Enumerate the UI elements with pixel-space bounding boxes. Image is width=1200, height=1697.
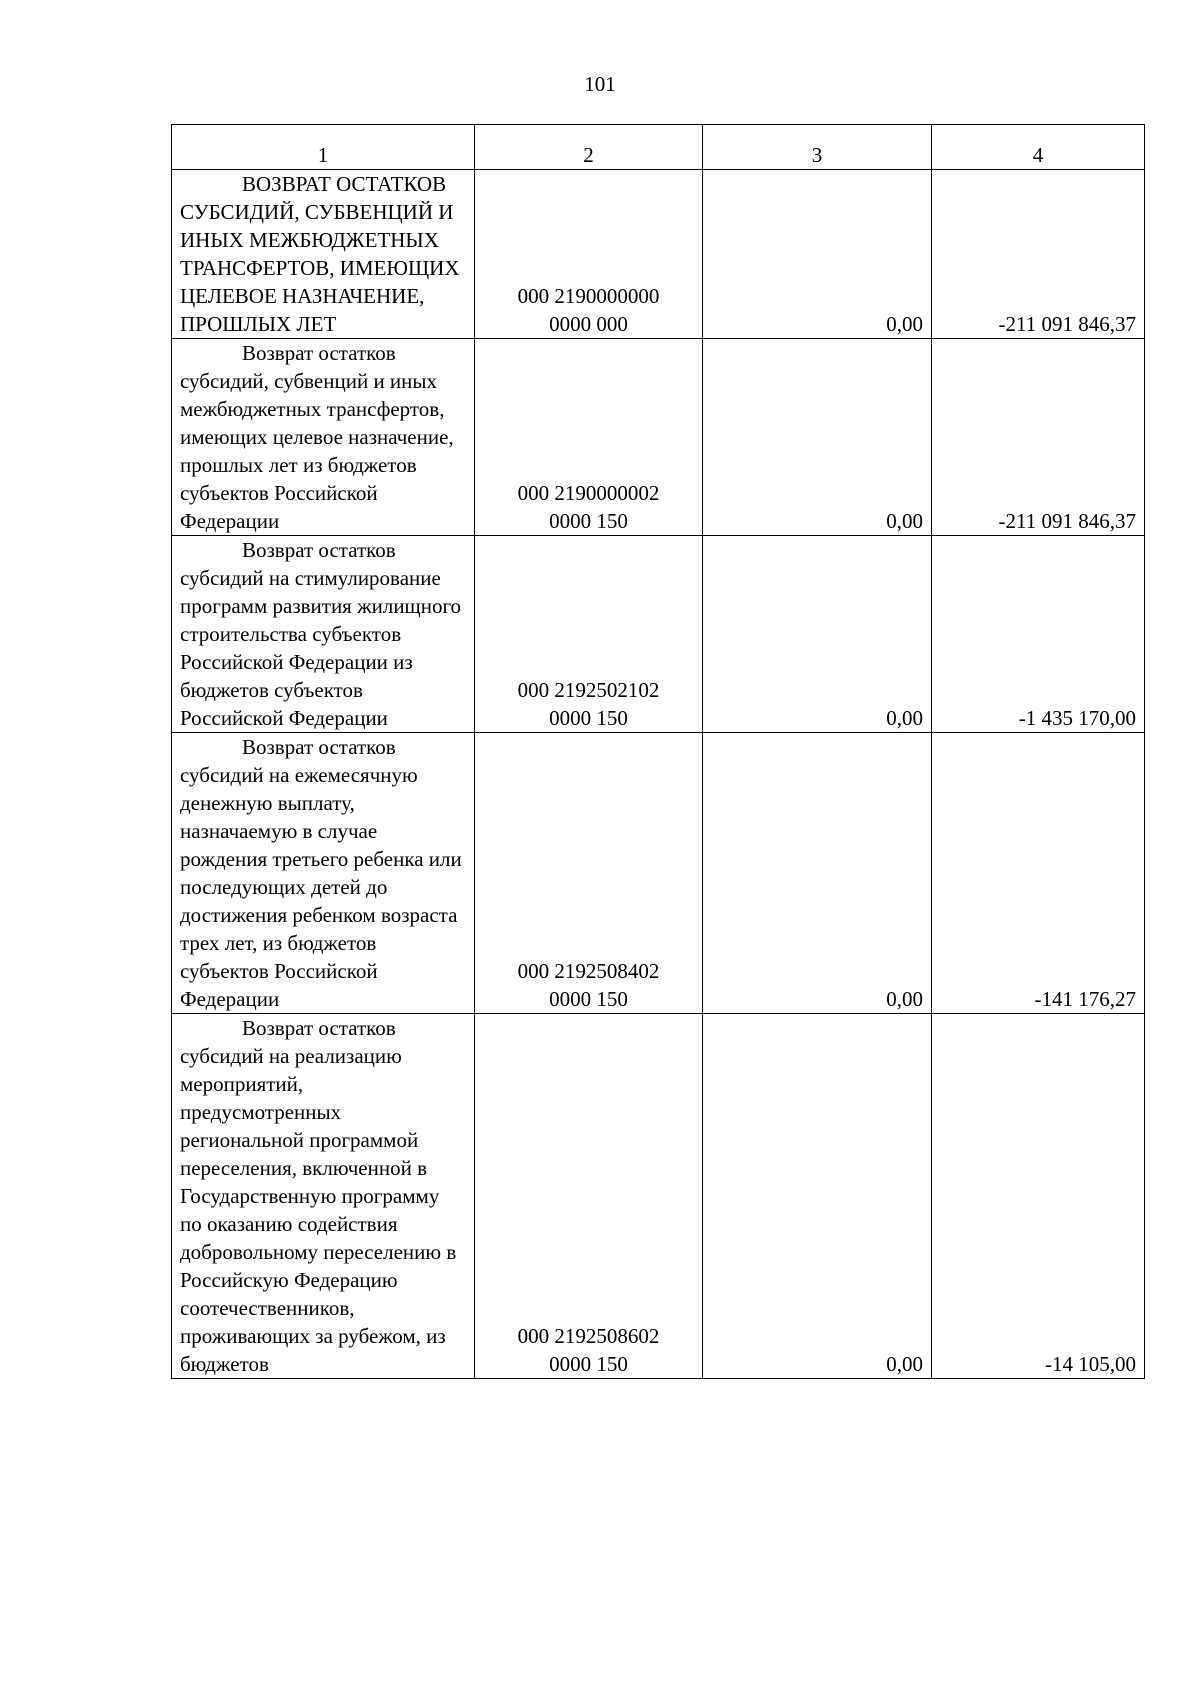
row-code-line2: 0000 150 [549, 1352, 628, 1376]
row-code-cell [475, 170, 703, 339]
row-name: Возврат остатков субсидий на реализацию мероприятий, предусмотренных региональной программой переселения, включенной в Государственную программу по оказанию содействия добровольному переселению в Российскую Федерацию соотечественников, проживающих за рубежом, из бюджетов [180, 1016, 457, 1376]
row-code-line2: 0000 150 [549, 509, 628, 533]
row-code-cell [475, 536, 703, 733]
row-code-line2: 0000 000 [549, 312, 628, 336]
row-code-line2: 0000 150 [549, 987, 628, 1011]
row-code-line1: 000 2192502102 [517, 678, 660, 702]
table-row [172, 733, 1145, 1014]
row-col3: 0,00 [703, 339, 932, 536]
row-code-line1: 000 2192508602 [517, 1324, 660, 1348]
header-col-2: 2 [475, 125, 703, 170]
row-col4: -141 176,27 [932, 733, 1145, 1014]
table-row [172, 1014, 1145, 1379]
row-name: Возврат остатков субсидий на стимулирование программ развития жилищного строительства субъектов Российской Федерации из бюджетов субъектов Российской Федерации [180, 538, 462, 730]
table-row [172, 536, 1145, 733]
row-name-cell [172, 339, 475, 536]
row-col3: 0,00 [703, 170, 932, 339]
row-col4: -211 091 846,37 [932, 339, 1145, 536]
row-col3: 0,00 [703, 536, 932, 733]
table-row [172, 339, 1145, 536]
row-col4: -211 091 846,37 [932, 170, 1145, 339]
row-col3: 0,00 [703, 1014, 932, 1379]
row-name-cell [172, 733, 475, 1014]
row-code-line1: 000 2192508402 [517, 959, 660, 983]
row-code-line2: 0000 150 [549, 706, 628, 730]
row-name: ВОЗВРАТ ОСТАТКОВ СУБСИДИЙ, СУБВЕНЦИЙ И ИНЫХ МЕЖБЮДЖЕТНЫХ ТРАНСФЕРТОВ, ИМЕЮЩИХ ЦЕЛЕВОЕ НАЗНАЧЕНИЕ, ПРОШЛЫХ ЛЕТ [180, 172, 460, 336]
header-col-3: 3 [703, 125, 932, 170]
row-name-cell [172, 1014, 475, 1379]
row-col4: -14 105,00 [932, 1014, 1145, 1379]
header-row [172, 125, 1145, 170]
row-code-line1: 000 2190000002 [517, 481, 660, 505]
row-name-cell [172, 170, 475, 339]
row-name: Возврат остатков субсидий на ежемесячную денежную выплату, назначаемую в случае рождения третьего ребенка или последующих детей до достижения ребенком возраста трех лет, из бюджетов субъектов Российской Федерации [180, 735, 462, 1011]
header-col-4: 4 [932, 125, 1145, 170]
table-row [172, 170, 1145, 339]
row-code-cell [475, 339, 703, 536]
row-code-line1: 000 2190000000 [517, 284, 660, 308]
row-col3: 0,00 [703, 733, 932, 1014]
page-number: 101 [584, 72, 616, 96]
row-name-cell [172, 536, 475, 733]
budget-table [171, 124, 1145, 1379]
row-col4: -1 435 170,00 [932, 536, 1145, 733]
row-name: Возврат остатков субсидий, субвенций и иных межбюджетных трансфертов, имеющих целевое назначение, прошлых лет из бюджетов субъектов Российской Федерации [180, 341, 454, 533]
row-code-cell [475, 733, 703, 1014]
header-col-1: 1 [172, 125, 475, 170]
row-code-cell [475, 1014, 703, 1379]
